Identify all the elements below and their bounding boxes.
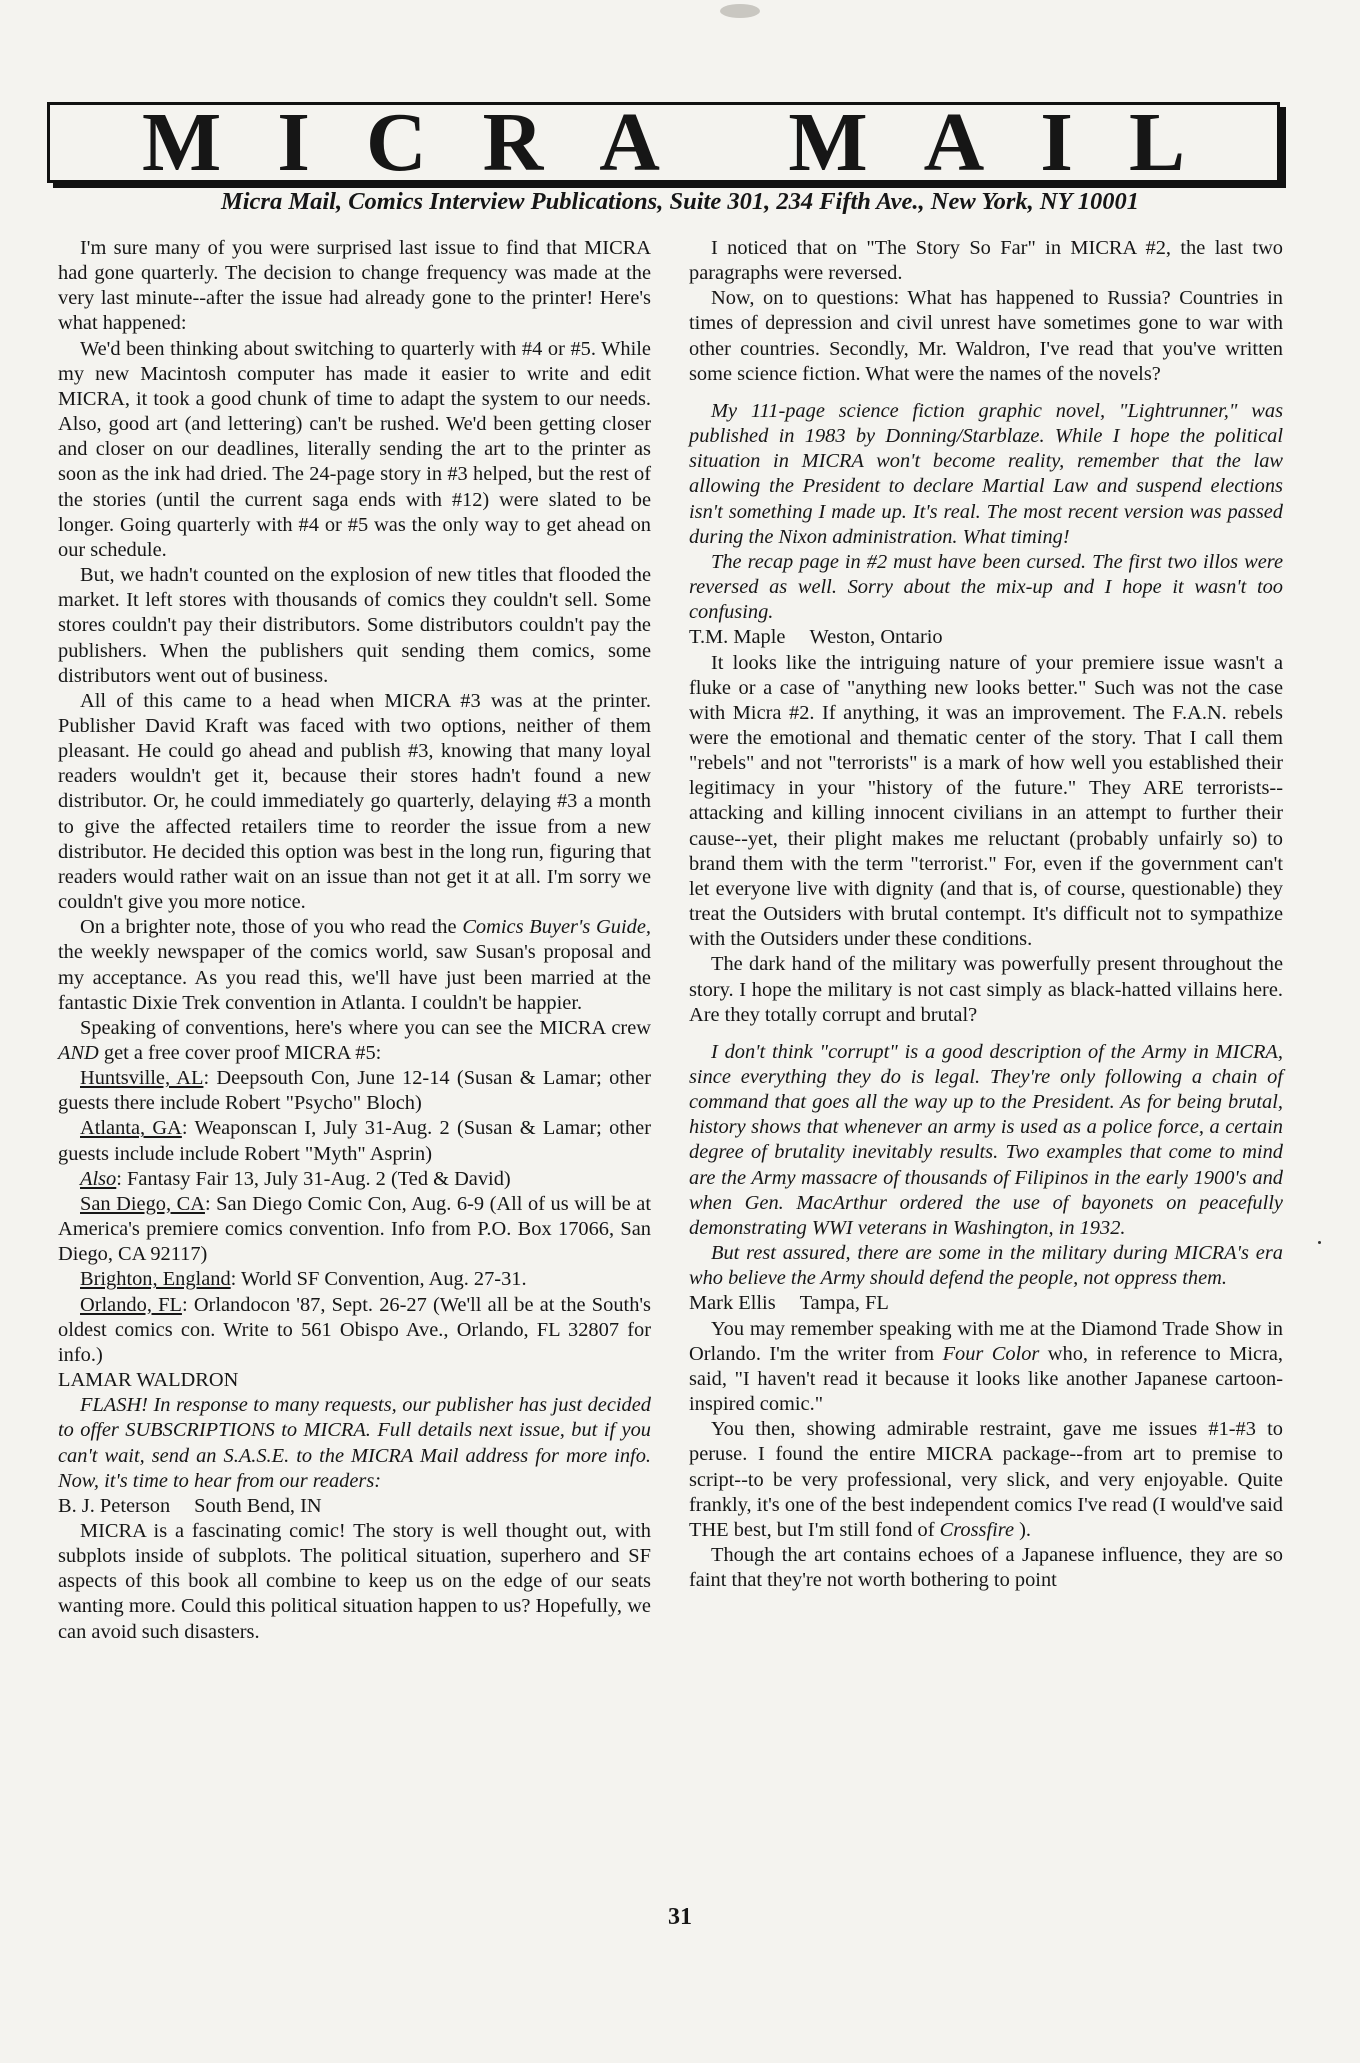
editor-signature: LAMAR WALDRON — [58, 1369, 239, 1392]
convention-place: Orlando, FL — [80, 1293, 182, 1316]
left-column — [58, 236, 651, 1645]
editorial-paragraph: But, we hadn't counted on the explosion of new titles that flooded the market. It left stores with thousands of comics they couldn't sell. Some stores couldn't pay their distributors. Some distributors couldn't pay the publishers. When the publishers quit sending them comics, some distributors went out of business. — [58, 564, 651, 687]
convention-details: : Orlandocon '87, Sept. 26-27 (We'll all be at the South's oldest comics con. Write to 561 Obispo Ave., Orlando, FL 32807 for info.) — [58, 1293, 651, 1366]
convention-details: : Weaponscan I, July 31-Aug. 2 (Susan & Lamar; other guests include include Robert "Myth" Asprin) — [58, 1117, 651, 1165]
convention-place: Brighton, England — [80, 1268, 231, 1291]
letter-location: South Bend, IN — [194, 1494, 322, 1517]
letter-author: B. J. Peterson — [58, 1494, 171, 1517]
right-column — [689, 236, 1283, 1593]
letter-paragraph: I noticed that on "The Story So Far" in MICRA #2, the last two paragraphs were reversed. — [689, 237, 1283, 285]
convention-place: San Diego, CA — [80, 1192, 205, 1215]
text-run: get a free cover proof MICRA #5: — [98, 1042, 382, 1064]
publication-title: Crossfire — [939, 1518, 1015, 1541]
letter-paragraph: MICRA is a fascinating comic! The story is well thought out, with subplots inside of subplots. The political situation, superhero and SF aspects of this book all combine to keep us on the edge of our seats wanting more. Could this political situation happen to us? Hopefully, we can avoid such disasters. — [58, 1519, 651, 1643]
text-run: You then, showing admirable restraint, gave me issues #1-#3 to peruse. I found the entire MICRA package--from art to premise to script--to be very professional, very slick, and very enjoyable. Quite frankly, it's one of the best independent comics I've read (I would've said THE best, but I'm still fond of — [689, 1418, 1283, 1541]
text-run: the weekly newspaper of the comics world, saw Susan's proposal and my acceptance. As you read this, we'll have just been married at the fantastic Dixie Trek convention in Atlanta. I couldn't be happier. — [58, 941, 651, 1014]
editor-reply: I don't think "corrupt" is a good description of the Army in MICRA, since everything they do is legal. They're only following a chain of command that goes all the way up to the President. As for being brutal, history shows that whenever an army is used as a police force, a certain degree of brutality inevitably results. Two examples that come to mind are the Army massacre of thousands of Filipinos in the early 1900's and when Gen. MacArthur ordered the use of bayonets on peacefully demonstrating WWI veterans in Washington, in 1932. — [689, 1040, 1283, 1239]
masthead-box — [47, 95, 1280, 189]
text-run: who, in reference to Micra, said, "I haven't read it because it looks like another Japanese cartoon-inspired comic." — [689, 1342, 1283, 1416]
page-number: 31 — [668, 1904, 692, 1930]
letter-location: Tampa, FL — [799, 1292, 889, 1315]
masthead-title: MICRA MAIL — [142, 95, 1241, 189]
letter-paragraph — [689, 1417, 1283, 1543]
letter-paragraph: The dark hand of the military was powerfully present throughout the story. I hope the military is not cast simply as black-hatted villains here. Are they totally corrupt and brutal? — [689, 953, 1283, 1026]
convention-details: : San Diego Comic Con, Aug. 6-9 (All of us will be at America's premiere comics convention. Info from P.O. Box 17066, San Diego, CA 92117) — [58, 1192, 651, 1266]
letter-author: T.M. Maple — [689, 626, 786, 649]
convention-item — [58, 1116, 651, 1166]
editorial-paragraph: I'm sure many of you were surprised last issue to find that MICRA had gone quarterly. The decision to change frequency was made at the very last minute--after the issue had already gone to the printer! Here's what happened: — [58, 237, 651, 335]
editorial-paragraph: We'd been thinking about switching to quarterly with #4 or #5. While my new Macintosh computer has made it easier to write and edit MICRA, it took a good chunk of time to adapt the system to our needs. Also, good art (and lettering) can't be rushed. We'd been getting closer and closer on our deadlines, literally sending the art to the printer as soon as the ink had dried. The 24-page story in #3 helped, but the rest of the stories (until the current saga ends with #12) were slated to be longer. Going quarterly with #4 or #5 was the only way to get ahead on our schedule. — [58, 337, 651, 561]
text-run: Speaking of conventions, here's where you can see the MICRA crew — [80, 1016, 651, 1039]
mailing-address: Micra Mail, Comics Interview Publications, Suite 301, 234 Fifth Ave., New York, NY 10001 — [220, 188, 1140, 215]
letter-location: Weston, Ontario — [809, 626, 943, 649]
letter-signature — [689, 1291, 1283, 1316]
convention-item — [58, 1192, 651, 1267]
letter-signature — [58, 1494, 651, 1519]
publication-title: Four Color — [942, 1342, 1040, 1365]
convention-place: Huntsville, AL — [80, 1067, 204, 1090]
editor-reply: But rest assured, there are some in the military during MICRA's era who believe the Army should defend the people, not oppress them. — [689, 1242, 1283, 1290]
letter-author: Mark Ellis — [689, 1292, 776, 1315]
editorial-paragraph: All of this came to a head when MICRA #3 was at the printer. Publisher David Kraft was faced with two options, neither of them pleasant. He could go ahead and publish #3, knowing that many loyal readers wouldn't get it, because their stores hadn't found a new distributor. Or, he could immediately go quarterly, delaying #3 a month to give the affected retailers time to reorder the issue from a new distributor. He decided this option was best in the long run, figuring that readers would rather wait on an issue than not get it at all. I'm sorry we couldn't give you more notice. — [58, 689, 651, 914]
letter-paragraph: Though the art contains echoes of a Japanese influence, they are so faint that they're not worth bothering to point — [689, 1543, 1283, 1592]
flash-announcement: FLASH! In response to many requests, our publisher has just decided to offer SUBSCRIPTIONS to MICRA. Full details next issue, but if you can't wait, send an S.A.S.E. to the MICRA Mail address for more info. Now, it's time to hear from our readers: — [58, 1394, 651, 1492]
convention-details: : World SF Convention, Aug. 27-31. — [230, 1268, 527, 1291]
convention-item — [58, 1293, 651, 1368]
letter-paragraph: It looks like the intriguing nature of your premiere issue wasn't a fluke or a case of "anything new looks better." Such was not the case with Micra #2. If anything, it was an improvement. The F.A.N. rebels were the emotional and thematic center of the story. That I call them "rebels" and not "terrorists" is a mark of how well you established their legitimacy in your "history of the future." They ARE terrorists--attacking and killing innocent civilians in an attempt to further their cause--yet, their plight makes me reluctant (probably unfairly so) to brand them with the term "terrorist." For, even if the government can't let everyone live with dignity (and that is, of course, questionable) they treat the Outsiders with brutal contempt. It's difficult not to sympathize with the Outsiders under these conditions. — [689, 651, 1283, 951]
text-run: On a brighter note, those of you who read the — [80, 916, 463, 939]
convention-place: Atlanta, GA — [80, 1117, 182, 1140]
convention-item — [58, 1066, 651, 1116]
editorial-paragraph — [58, 1016, 651, 1066]
letter-paragraph — [689, 1317, 1283, 1418]
publication-title: Comics Buyer's Guide, — [462, 916, 651, 939]
text-run: You may remember speaking with me at the Diamond Trade Show in Orlando. I'm the writer from — [689, 1317, 1283, 1365]
letter-signature — [689, 625, 1283, 650]
convention-details: : Deepsouth Con, June 12-14 (Susan & Lamar; other guests there include Robert "Psycho" Bloch) — [58, 1067, 651, 1115]
editorial-paragraph — [58, 915, 651, 1016]
convention-place: Also — [80, 1167, 117, 1190]
print-speck — [1318, 1241, 1321, 1244]
convention-item — [58, 1167, 651, 1192]
editor-reply: The recap page in #2 must have been cursed. The first two illos were reversed as well. Sorry about the mix-up and I hope it wasn't too confusing. — [689, 550, 1283, 624]
print-speck — [720, 4, 760, 18]
convention-details: : Fantasy Fair 13, July 31-Aug. 2 (Ted & David) — [116, 1167, 511, 1190]
convention-item — [58, 1267, 651, 1292]
text-run: ). — [1014, 1518, 1032, 1541]
letter-paragraph: Now, on to questions: What has happened to Russia? Countries in times of depression and civil unrest have sometimes gone to war with other countries. Secondly, Mr. Waldron, I've read that you've written some science fiction. What were the names of the novels? — [689, 287, 1283, 385]
emphasis: AND — [58, 1042, 99, 1064]
editor-reply: My 111-page science fiction graphic novel, "Lightrunner," was published in 1983 by Donning/Starblaze. While I hope the political situation in MICRA won't become reality, remember that the law allowing the President to declare Martial Law and suspend elections isn't something I made up. It's real. The most recent version was passed during the Nixon administration. What timing! — [689, 399, 1283, 548]
